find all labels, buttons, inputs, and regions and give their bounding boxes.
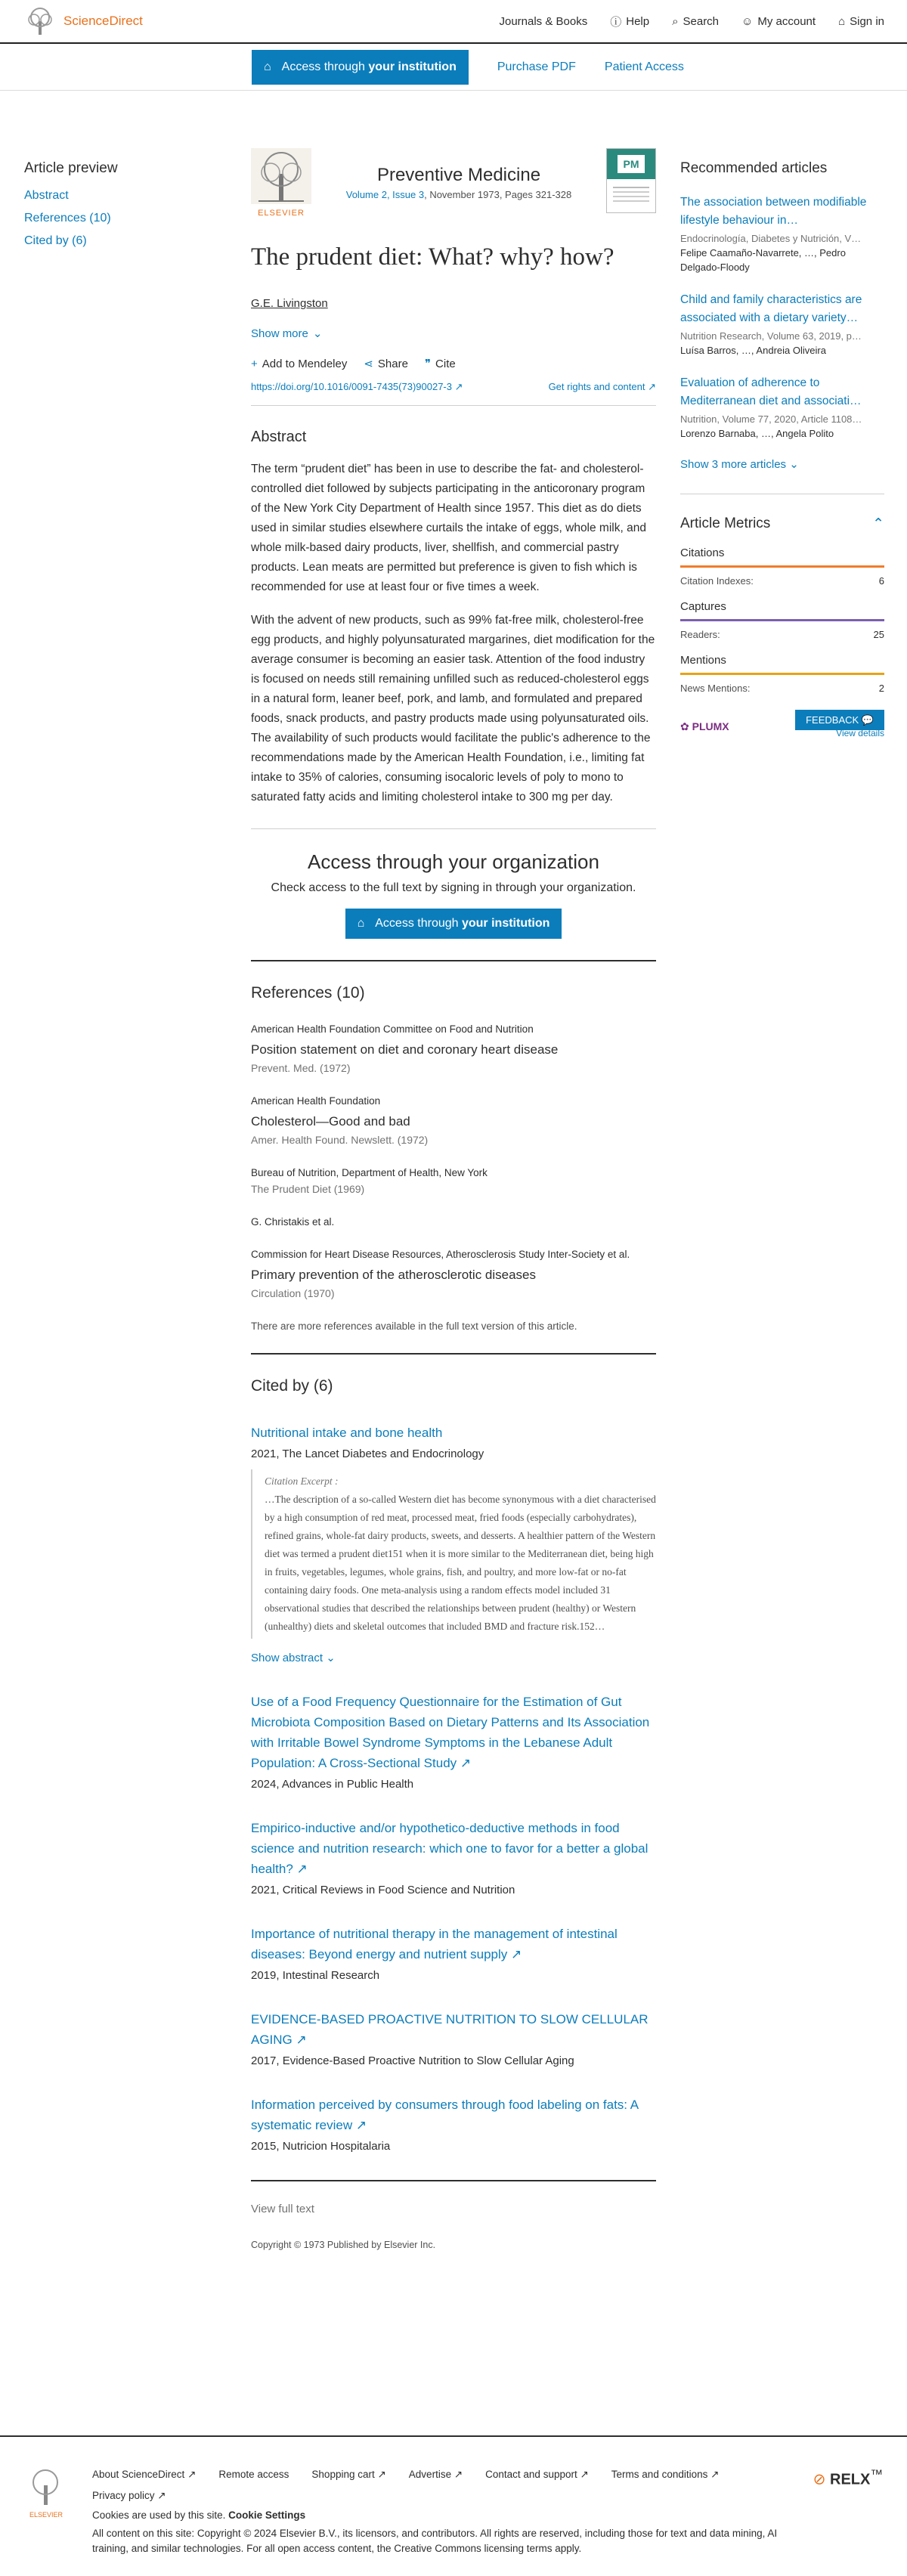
institution-icon: ⌂ [357, 917, 365, 930]
journal-meta [311, 148, 606, 200]
publisher-label: ELSEVIER [29, 2511, 63, 2519]
cookie-settings-link[interactable]: Cookie Settings [228, 2509, 306, 2521]
reference-source: Circulation (1970) [251, 1287, 335, 1299]
user-icon: ☺ [741, 14, 754, 28]
metric-group-captures [680, 600, 884, 640]
article-main [251, 148, 656, 2250]
citing-article-title[interactable]: EVIDENCE-BASED PROACTIVE NUTRITION TO SLOW CELLULAR AGING ↗ [251, 2012, 649, 2047]
citing-article [251, 1692, 656, 1791]
metric-row: Readers: 25 [680, 629, 884, 640]
top-header [0, 0, 907, 44]
quote-icon: ❞ [424, 358, 432, 370]
reference-item [251, 1216, 656, 1228]
plumx-row [680, 714, 884, 739]
footer-link[interactable]: Terms and conditions ↗ [611, 2469, 720, 2480]
reference-authors: American Health Foundation [251, 1095, 381, 1107]
brand-name: ScienceDirect [63, 14, 143, 28]
divider [251, 1353, 656, 1355]
article-preview-nav [24, 160, 213, 257]
volume-issue-link[interactable]: Volume 2, Issue 3 [345, 189, 425, 200]
preview-heading: Article preview [24, 160, 118, 176]
author-link[interactable]: G.E. Livingston [251, 297, 328, 310]
footer-links [92, 2469, 719, 2481]
access-bar [0, 44, 907, 91]
nav-search[interactable] [672, 15, 719, 28]
metric-group-title: Captures [680, 600, 726, 613]
relx-logo[interactable]: ⊘ RELX™ [813, 2467, 883, 2488]
action-label: Share [377, 357, 408, 370]
cited-by-section [251, 1377, 656, 2153]
reference-title: Cholesterol—Good and bad [251, 1114, 410, 1129]
recommended-article [680, 374, 884, 441]
page-footer [0, 2435, 907, 2576]
nav-my-account[interactable] [741, 15, 816, 28]
footer-link[interactable]: Shopping cart ↗ [311, 2469, 386, 2480]
cited-by-heading: Cited by (6) [251, 1377, 333, 1395]
nav-journals-books[interactable] [499, 15, 587, 28]
metric-group-mentions [680, 654, 884, 694]
nav-label: Sign in [850, 14, 884, 28]
metrics-heading: Article Metrics ⌃ [680, 516, 884, 532]
abstract-paragraph: With the advent of new products, such as 99% fat-free milk, cholesterol-free egg products, and highly polyunsaturated margarines, diet modification for the average consumer is becoming an easier task. Attention of the food industry is focused on needs still remaining unfilled such as reduced-cholesterol eggs in a natural form, leaner beef, pork, and lamb, and formulated and prepared foods, snack products, and pastry products made using polyunsaturated oils. The availability of such products would facilitate the public's adherence to the recommendations made by the American Health Foundation, i.e., limiting fat intake to 35% of calories, consuming isocaloric levels of poly to mono to saturated fatty acids and limiting cholesterol intake to 300 mg per day. [251, 614, 655, 803]
recommended-heading: Recommended articles [680, 160, 828, 176]
recommended-article [680, 291, 884, 358]
nav-label: My account [757, 14, 816, 28]
reference-authors: American Health Foundation Committee on Food and Nutrition [251, 1023, 534, 1035]
view-full-text-link[interactable]: View full text [251, 2203, 314, 2215]
patient-access-link[interactable]: Patient Access [604, 60, 684, 73]
elsevier-tree-icon [251, 148, 311, 204]
citing-article [251, 2095, 656, 2153]
recommended-authors: Luísa Barros, …, Andreia Oliveira [680, 345, 826, 356]
reference-title: Position statement on diet and coronary heart disease [251, 1042, 559, 1057]
citing-article-source: 2017, Evidence-Based Proactive Nutrition to Slow Cellular Aging [251, 2054, 574, 2067]
date-pages: , November 1973, Pages 321-328 [424, 189, 572, 200]
recommended-source: Nutrition, Volume 77, 2020, Article 1108… [680, 413, 862, 425]
reference-title: Primary prevention of the atherosclerotic diseases [251, 1268, 537, 1282]
feedback-button[interactable]: FEEDBACK 💬 [795, 710, 884, 730]
article-actions [251, 357, 656, 370]
share-button[interactable] [364, 357, 408, 370]
citing-article-source: 2019, Intestinal Research [251, 1969, 380, 1982]
show-more-articles-button[interactable]: Show 3 more articles ⌄ [680, 458, 799, 471]
plus-icon: + [251, 357, 258, 370]
show-abstract-button[interactable]: Show abstract ⌄ [251, 1652, 336, 1664]
institution-icon: ⌂ [838, 14, 846, 28]
footer-link[interactable]: Advertise ↗ [408, 2469, 463, 2480]
excerpt-label: Citation Excerpt : [265, 1475, 339, 1487]
cite-button[interactable] [425, 357, 456, 370]
right-sidebar [680, 160, 884, 739]
doi-row [251, 381, 656, 406]
reference-authors: G. Christakis et al. [251, 1216, 335, 1228]
reference-source: The Prudent Diet (1969) [251, 1183, 365, 1195]
cover-title: PM [618, 155, 645, 173]
citing-article-source: 2021, Critical Reviews in Food Science and Nutrition [251, 1884, 515, 1896]
metric-group-title: Citations [680, 546, 725, 559]
reference-source: Prevent. Med. (1972) [251, 1062, 351, 1074]
action-label: Add to Mendeley [262, 357, 348, 370]
article-title: The prudent diet: What? why? how? [251, 243, 614, 271]
citing-article [251, 1818, 656, 1896]
metric-color-bar [680, 619, 884, 621]
preview-link-abstract[interactable]: Abstract [24, 189, 69, 202]
metric-color-bar [680, 565, 884, 568]
action-label: Cite [435, 357, 456, 370]
purchase-pdf-link[interactable]: Purchase PDF [497, 60, 576, 73]
abstract-heading: Abstract [251, 429, 307, 445]
metric-row: Citation Indexes: 6 [680, 575, 884, 587]
org-access-button[interactable] [345, 909, 562, 939]
elsevier-tree-icon [24, 2467, 68, 2506]
recommended-title[interactable]: Evaluation of adherence to Mediterranean diet and associati… [680, 376, 862, 407]
nav-help[interactable] [610, 14, 649, 29]
publisher-label: ELSEVIER [258, 209, 305, 218]
org-heading: Access through your organization [308, 850, 599, 873]
access-label: Access through your institution [281, 60, 457, 73]
recommended-source: Endocrinología, Diabetes y Nutrición, V… [680, 233, 862, 244]
journal-cover-image[interactable] [606, 148, 656, 213]
footer-link[interactable]: Remote access [218, 2469, 289, 2480]
recommended-article [680, 194, 884, 274]
show-more-button[interactable] [251, 327, 656, 340]
rights-link[interactable]: Get rights and content ↗ [548, 381, 656, 392]
citing-article [251, 1423, 656, 1664]
citing-article-source: 2021, The Lancet Diabetes and Endocrinology [251, 1447, 484, 1460]
cookie-notice: Cookies are used by this site. Cookie Settings [92, 2509, 306, 2521]
metric-group-citations [680, 546, 884, 587]
citing-article-title[interactable]: Information perceived by consumers through food labeling on fats: A systematic review ↗ [251, 2098, 639, 2132]
recommended-title[interactable]: Child and family characteristics are associated with a dietary variety… [680, 293, 862, 324]
nav-sign-in[interactable] [838, 15, 884, 28]
reference-source: Amer. Health Found. Newslett. (1972) [251, 1134, 429, 1146]
citing-article-title[interactable]: Nutritional intake and bone health [251, 1426, 443, 1440]
privacy-policy-link[interactable]: Privacy policy ↗ [92, 2490, 166, 2501]
add-to-mendeley-button[interactable] [251, 357, 347, 370]
preview-link-references[interactable]: References (10) [24, 212, 111, 224]
copyright-notice: Copyright © 1973 Published by Elsevier Inc. [251, 2240, 436, 2250]
journal-header [251, 148, 656, 224]
reference-item [251, 1023, 656, 1074]
citing-article-title[interactable]: Importance of nutritional therapy in the management of intestinal diseases: Beyond energy and nutrient supply ↗ [251, 1927, 618, 1961]
chevron-up-icon[interactable]: ⌃ [872, 516, 884, 532]
citing-article-title[interactable]: Empirico-inductive and/or hypothetico-deductive methods in food science and nutrition research: which one to favor for a better a global health? ↗ [251, 1821, 649, 1876]
doi-link[interactable]: https://doi.org/10.1016/0091-7435(73)90027-3 ↗ [251, 381, 463, 392]
org-text: Check access to the full text by signing in through your organization. [271, 881, 636, 894]
nav-label: Journals & Books [499, 14, 588, 28]
journal-name[interactable]: Preventive Medicine [376, 165, 541, 185]
metric-group-title: Mentions [680, 654, 726, 667]
citing-article-source: 2024, Advances in Public Health [251, 1778, 414, 1791]
citing-article-source: 2015, Nutricion Hospitalaria [251, 2140, 391, 2153]
view-details-link[interactable]: View details [836, 728, 884, 738]
recommended-authors: Felipe Caamaño-Navarrete, …, Pedro Delgado-Floody [680, 247, 846, 273]
article-metrics [680, 494, 884, 739]
divider [251, 2180, 656, 2181]
citing-article [251, 2009, 656, 2067]
footer-link[interactable]: Contact and support ↗ [485, 2469, 589, 2480]
references-heading: References (10) [251, 984, 365, 1002]
access-label: Access through your institution [375, 917, 550, 930]
divider [251, 828, 656, 829]
references-note: There are more references available in the full text version of this article. [251, 1321, 577, 1332]
chevron-down-icon: ⌄ [312, 327, 323, 340]
elsevier-logo[interactable] [251, 148, 311, 218]
elsevier-footer-logo[interactable] [24, 2467, 68, 2519]
search-icon: ⌕ [672, 14, 679, 28]
sciencedirect-logo[interactable] [23, 6, 143, 36]
show-more-label: Show more [251, 327, 308, 340]
metric-color-bar [680, 673, 884, 675]
legal-notice: All content on this site: Copyright © 2024 Elsevier B.V., its licensors, and contributors. All rights are reserved, including those for text and data mining, AI training, and similar technologies. For all open access content, the Creative Commons licensing terms apply. [92, 2528, 778, 2554]
help-icon: ⓘ [610, 15, 622, 29]
footer-link[interactable]: About ScienceDirect ↗ [92, 2469, 197, 2480]
abstract-paragraph: The term “prudent diet” has been in use to describe the fat- and cholesterol-controlled diet followed by subjects participating in the anticoronary program of the New York City Department of Health since 1957. This diet as do diets used in similar studies elsewhere curtails the intake of eggs, whole milk, and whole milk-based dairy products, liver, shellfish, and commercial pastry products. Lean meats are permitted but preference is given to fish which is recommended for use at least four or five times a week. [251, 463, 646, 593]
divider [251, 960, 656, 961]
plumx-logo[interactable]: ✿ PLUMX [680, 720, 729, 732]
institution-icon: ⌂ [264, 60, 271, 73]
reference-item [251, 1167, 656, 1195]
reference-authors: Commission for Heart Disease Resources, Atherosclerosis Study Inter-Society et al. [251, 1249, 630, 1260]
recommended-source: Nutrition Research, Volume 63, 2019, p… [680, 330, 862, 342]
org-access-section [251, 850, 656, 939]
recommended-title[interactable]: The association between modifiable lifestyle behaviour in… [680, 196, 867, 227]
share-icon: ⋖ [364, 358, 373, 370]
top-nav [499, 14, 884, 29]
recommended-authors: Lorenzo Barnaba, …, Angela Polito [680, 428, 834, 439]
metric-row: News Mentions: 2 [680, 683, 884, 694]
access-institution-button[interactable] [252, 50, 469, 85]
journal-issue-info [311, 189, 606, 200]
nav-label: Help [626, 14, 650, 28]
reference-item [251, 1249, 656, 1299]
abstract-section [251, 429, 656, 807]
excerpt-text: …The description of a so-called Western diet has become synonymous with a diet characterised by a high consumption of red meat, processed meat, fried foods (especially carbohydrates), refined grains, whole-fat dairy products, sweets, and desserts. A healthier pattern of the Western diet was termed a prudent diet151 when it is more similar to the Mediterranean diet, being high in fruits, vegetables, legumes, whole grains, fish, and poultry, and more low-fat or no-fat containing dairy foods. One meta-analysis using a random effects model included 31 observational studies that described the relationships between prudent (healthy) or Western (unhealthy) diets and skeletal outcomes that included BMD and fracture risk.152… [265, 1494, 656, 1632]
citing-article [251, 1924, 656, 1982]
citation-excerpt [251, 1469, 656, 1639]
nav-label: Search [683, 14, 720, 28]
elsevier-tree-icon [23, 6, 57, 36]
references-section [251, 984, 656, 1332]
reference-item [251, 1095, 656, 1146]
preview-link-cited-by[interactable]: Cited by (6) [24, 234, 87, 247]
citing-article-title[interactable]: Use of a Food Frequency Questionnaire for the Estimation of Gut Microbiota Composition Based on Dietary Patterns and Its Association with Irritable Bowel Syndrome Symptoms in the Lebanese Adult Population: A Cross-Sectional Study ↗ [251, 1695, 650, 1770]
reference-authors: Bureau of Nutrition, Department of Health, New York [251, 1167, 488, 1178]
